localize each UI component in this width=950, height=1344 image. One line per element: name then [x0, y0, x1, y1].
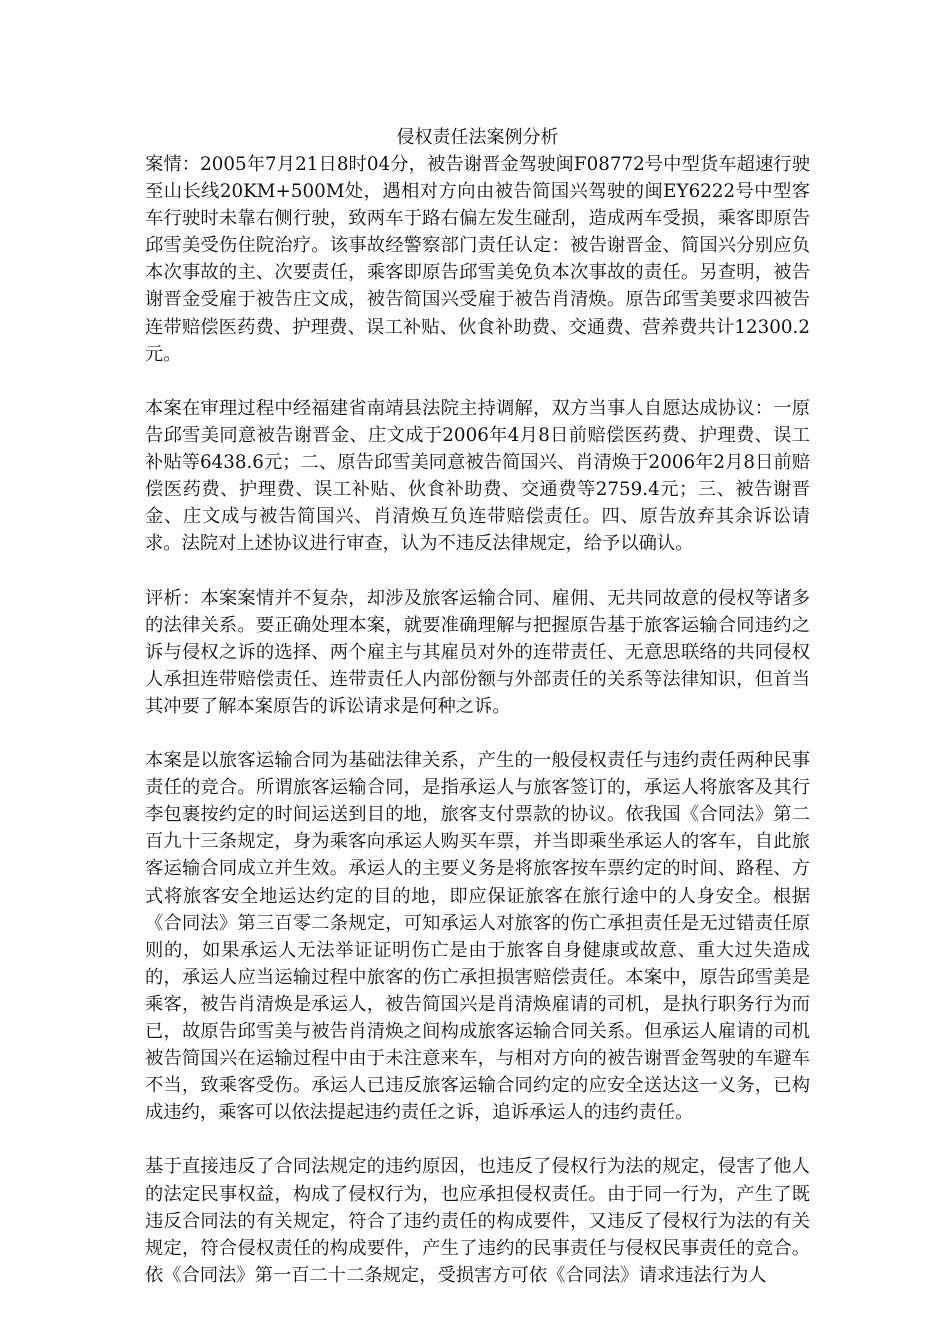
- paragraph-spacer: [145, 368, 810, 395]
- paragraph-contract-liability: 本案是以旅客运输合同为基础法律关系，产生的一般侵权责任与违约责任两种民事责任的竞合。所谓旅客运输合同，是指承运人与旅客签订的，承运人将旅客及其行李包裹按约定的时间运送到目的地，旅客支付票款的协议。依我国《合同法》第二百九十三条规定，身为乘客向承运人购买车票，并当即乘坐承运人的客车，自此旅客运输合同成立并生效。承运人的主要义务是将旅客按车票约定的时间、路程、方式将旅客安全地运达约定的目的地，即应保证旅客在旅行途中的人身安全。根据《合同法》第三百零二条规定，可知承运人对旅客的伤亡承担责任是无过错责任原则的，如果承运人无法举证证明伤亡是由于旅客自身健康或故意、重大过失造成的，承运人应当运输过程中旅客的伤亡承担损害赔偿责任。本案中，原告邱雪美是乘客，被告肖清焕是承运人，被告简国兴是肖清焕雇请的司机，是执行职务行为而已，故原告邱雪美与被告肖清焕之间构成旅客运输合同关系。但承运人雇请的司机被告简国兴在运输过程中由于未注意来车，与相对方向的被告谢晋金驾驶的车避车不当，致乘客受伤。承运人已违反旅客运输合同约定的应安全送达这一义务，已构成违约，乘客可以依法提起违约责任之诉，追诉承运人的违约责任。: [145, 750, 810, 1124]
- paragraph-spacer: [145, 1126, 810, 1153]
- paragraph-mediation: 本案在审理过程中经福建省南靖县法院主持调解，双方当事人自愿达成协议：一原告邱雪美同意被告谢晋金、庄文成于2006年4月8日前赔偿医药费、护理费、误工补贴等6438.6元；二、原告邱雪美同意被告简国兴、肖清焕于2006年2月8日前赔偿医药费、护理费、误工补贴、伙食补助费、交通费等2759.4元；三、被告谢晋金、庄文成与被告简国兴、肖清焕互负连带赔偿责任。四、原告放弃其余诉讼请求。法院对上述协议进行审查，认为不违反法律规定，给予以确认。: [145, 397, 810, 555]
- paragraph-spacer: [145, 557, 810, 584]
- paragraph-analysis: 评析：本案案情并不复杂，却涉及旅客运输合同、雇佣、无共同故意的侵权等诸多的法律关系。要正确处理本案，就要准确理解与把握原告基于旅客运输合同违约之诉与侵权之诉的选择、两个雇主与其雇员对外的连带责任、无意思联络的共同侵权人承担连带赔偿责任、连带责任人内部份额与外部责任的关系等法律知识，但首当其冲要了解本案原告的诉讼请求是何种之诉。: [145, 587, 810, 717]
- paragraph-case-facts: 案情：2005年7月21日8时04分，被告谢晋金驾驶闽F08772号中型货车超速行驶至山长线20KM+500M处，遇相对方向由被告简国兴驾驶的闽EY6222号中型客车行驶时未靠右侧行驶，致两车于路右偏左发生碰刮，造成两车受损，乘客即原告邱雪美受伤住院治疗。该事故经警察部门责任认定：被告谢晋金、简国兴分别应负本次事故的主、次要责任，乘客即原告邱雪美免负本次事故的责任。另查明，被告谢晋金受雇于被告庄文成，被告简国兴受雇于被告肖清焕。原告邱雪美要求四被告连带赔偿医药费、护理费、误工补贴、伙食补助费、交通费、营养费共计12300.2元。: [145, 154, 810, 365]
- document-body: [145, 124, 810, 1289]
- paragraph-tort-liability: 基于直接违反了合同法规定的违约原因，也违反了侵权行为法的规定，侵害了他人的法定民事权益，构成了侵权行为，也应承担侵权责任。由于同一行为，产生了既违反合同法的有关规定，符合了违约责任的构成要件，又违反了侵权行为法的有关规定，符合侵权责任的构成要件，产生了违约的民事责任与侵权民事责任的竞合。依《合同法》第一百二十二条规定，受损害方可依《合同法》请求违法行为人: [145, 1156, 810, 1286]
- paragraph-spacer: [145, 720, 810, 747]
- document-title: 侵权责任法案例分析: [396, 127, 559, 148]
